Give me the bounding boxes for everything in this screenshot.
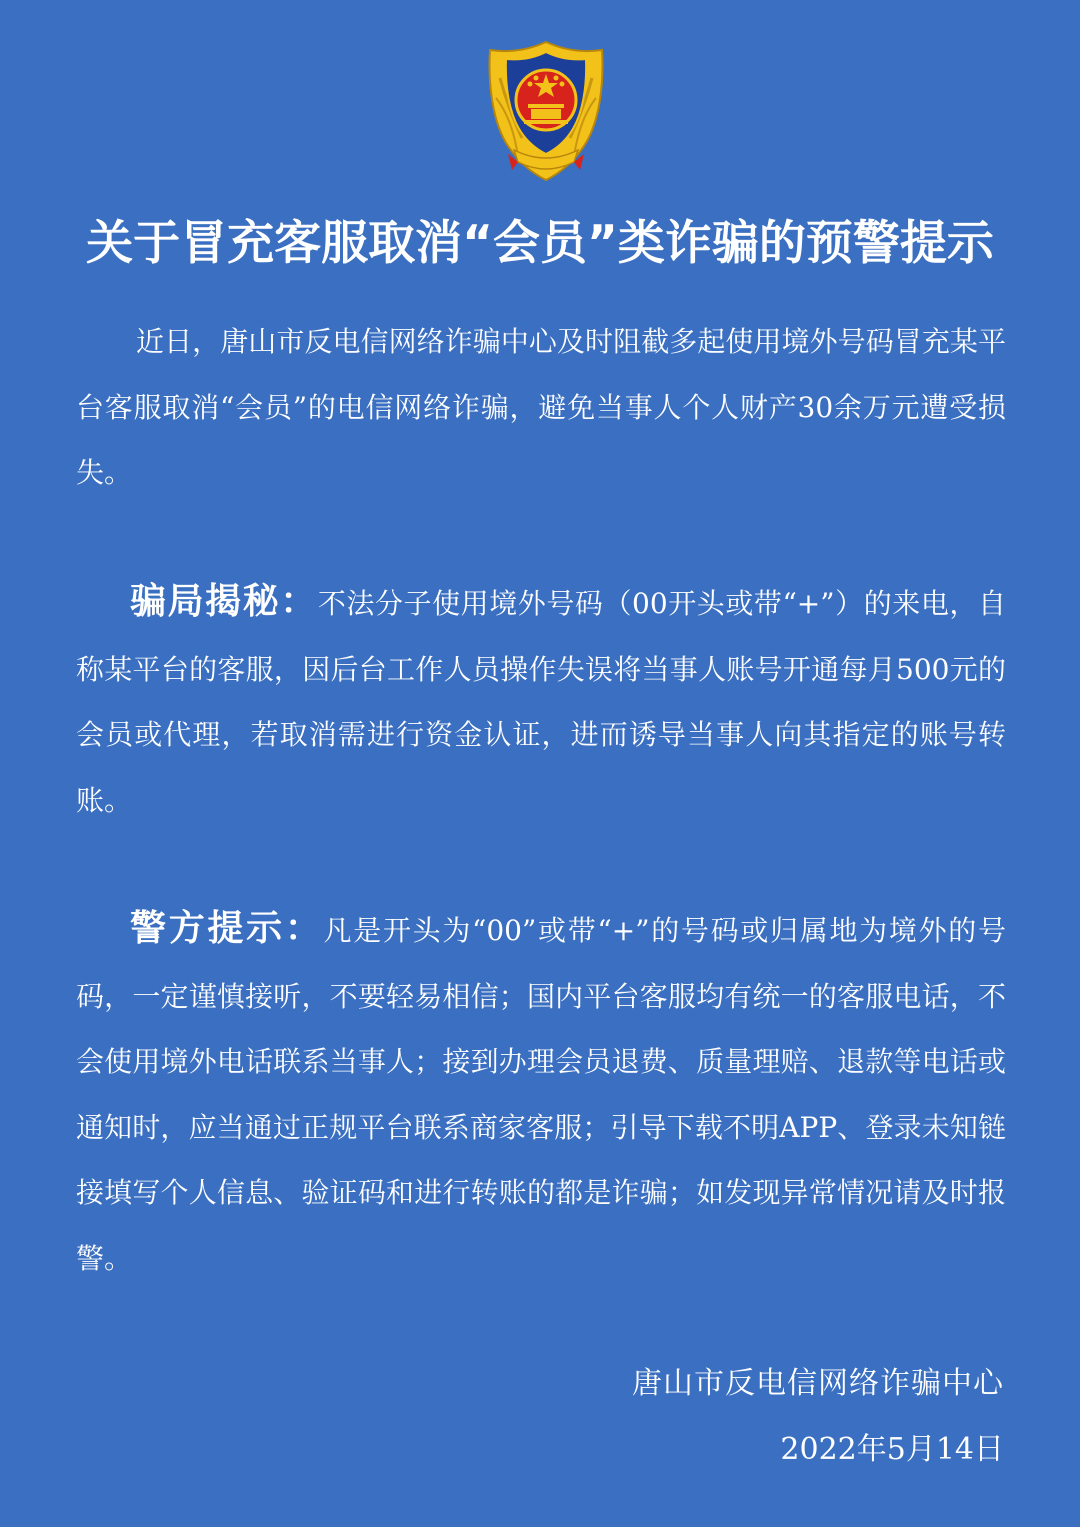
intro-text: 近日，唐山市反电信网络诈骗中心及时阻截多起使用境外号码冒充某平台客服取消“会员”的电信网络诈骗，避免当事人个人财产30余万元遭受损失。 — [76, 325, 1006, 489]
scam-label: 骗局揭秘： — [130, 581, 318, 622]
scam-text: 不法分子使用境外号码（00开头或带“+”）的来电，自称某平台的客服，因后台工作人员操作失误将当事人账号开通每月500元的会员或代理，若取消需进行资金认证，进而诱导当事人向其指定的账号转账。 — [76, 587, 1006, 817]
police-tip-label: 警方提示： — [130, 908, 324, 949]
scam-paragraph — [76, 569, 1006, 833]
intro-paragraph — [76, 309, 1006, 506]
police-tip-paragraph — [76, 896, 1006, 1291]
police-tip-text: 凡是开头为“00”或带“+”的号码或归属地为境外的号码，一定谨慎接听，不要轻易相信；国内平台客服均有统一的客服电话，不会使用境外电话联系当事人；接到办理会员退费、质量理赔、退款等电话或通知时，应当通过正规平台联系商家客服；引导下载不明APP、登录未知链接填写个人信息、验证码和进行转账的都是诈骗；如发现异常情况请及时报警。 — [76, 914, 1006, 1275]
notice-title: 关于冒充客服取消“会员”类诈骗的预警提示 — [86, 216, 994, 271]
signature-organization: 唐山市反电信网络诈骗中心 — [632, 1366, 1004, 1401]
signature-date: 2022年5月14日 — [780, 1432, 1004, 1467]
police-emblem-icon — [478, 38, 614, 184]
